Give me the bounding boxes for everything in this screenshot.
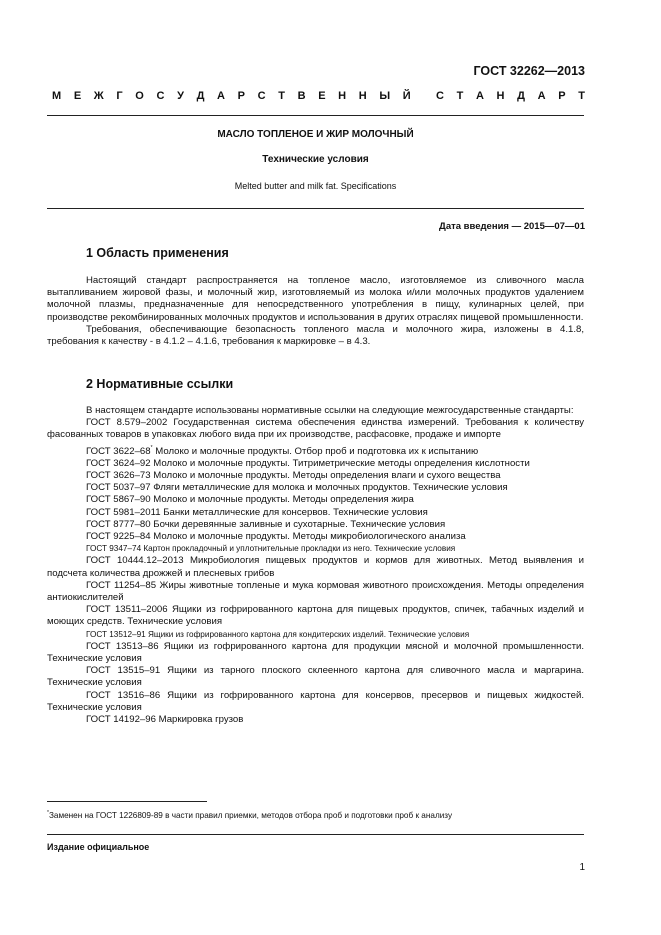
banner-letter: Т: [278, 90, 285, 102]
reference-item: ГОСТ 13515–91 Ящики из тарного плоского склеенного картона для сливочного масла и маргарина. Технические условия: [47, 665, 584, 689]
footnote-mark: *: [47, 810, 49, 816]
page-number: 1: [579, 862, 585, 873]
banner-letter: Н: [358, 90, 367, 102]
banner-letter: Т: [456, 90, 464, 102]
banner-letter: Е: [73, 90, 82, 102]
banner-letter: Ы: [379, 90, 391, 102]
reference-item: ГОСТ 11254–85 Жиры животные топленые и мука кормовая животного происхождения. Методы определения антиокислителей: [47, 579, 584, 604]
banner-letter: В: [297, 90, 306, 102]
banner-letter: Т: [578, 90, 585, 102]
banner-letter: С: [156, 90, 165, 102]
banner-letter: С: [257, 90, 266, 102]
paragraph: Требования, обеспечивающие безопасность топленого масла и молочного жира, изложены в 4.1.8, требования к качеству - в 4.1.2 – 4.1.6, требования к маркировке – в 4.3.: [47, 323, 584, 348]
reference-item: ГОСТ 9347–74 Картон прокладочный и уплотнительные прокладки из него. Технические условия: [86, 544, 456, 554]
banner-letter: А: [475, 90, 484, 102]
reference-item: ГОСТ 3624–92 Молоко и молочные продукты. Титриметрические методы определения кислотности: [86, 457, 530, 469]
banner-letter: Р: [237, 90, 245, 102]
title-rule: [47, 208, 584, 209]
header-rule: [47, 115, 584, 116]
reference-item: ГОСТ 5981–2011 Банки металлические для консервов. Технические условия: [86, 506, 428, 518]
reference-item: ГОСТ 8777–80 Бочки деревянные заливные и сухотарные. Технические условия: [86, 518, 446, 530]
section-1-body: [47, 275, 584, 348]
edition-label: Издание официальное: [47, 842, 150, 852]
paragraph: В настоящем стандарте использованы нормативные ссылки на следующие межгосударственные стандарты:: [86, 405, 574, 416]
reference-item: ГОСТ 10444.12–2013 Микробиология пищевых продуктов и кормов для животных. Метод выявления и подсчета количества дрожжей и плесневых грибов: [47, 555, 584, 579]
introduction-date: Дата введения — 2015—07—01: [439, 221, 585, 232]
reference-title: Молоко и молочные продукты. Отбор проб и подготовка их к испытанию: [155, 445, 479, 457]
reference-item: ГОСТ 8.579–2002 Государственная система обеспечения единства измерений. Требования к количеству фасованных товаров в упаковках любого вида при их производстве, расфасовке, продаже и импорте: [47, 417, 584, 441]
banner-letter: Й: [402, 90, 411, 102]
banner-letter: А: [537, 90, 546, 102]
footer-rule: [47, 834, 584, 835]
reference-item: ГОСТ 5037–97 Фляги металлические для молока и молочных продуктов. Технические условия: [86, 482, 508, 494]
document-subtitle: Технические условия: [262, 154, 369, 165]
banner-letter: Д: [196, 90, 205, 102]
footnote-rule: [47, 801, 207, 802]
gost-number: ГОСТ 32262—2013: [473, 64, 585, 78]
banner-letter: А: [217, 90, 225, 102]
document-title-english: Melted butter and milk fat. Specifications: [234, 181, 397, 191]
reference-item: ГОСТ 13511–2006 Ящики из гофрированного картона для пищевых продуктов, спичек, табачных изделий и моющих средств. Технические условия: [47, 604, 584, 628]
banner-letter: Н: [496, 90, 505, 102]
document-title: МАСЛО ТОПЛЕНОЕ И ЖИР МОЛОЧНЫЙ: [217, 129, 414, 140]
banner-letter: У: [177, 90, 184, 102]
banner-letter: Ж: [93, 90, 104, 102]
banner-letter: С: [435, 90, 444, 102]
banner-letter: О: [135, 90, 144, 102]
standard-type-banner: [52, 90, 585, 102]
reference-item: ГОСТ 13512–91 Ящики из гофрированного картона для кондитерских изделий. Технические условия: [86, 629, 470, 639]
footnote: [47, 810, 452, 820]
banner-letter: Н: [338, 90, 347, 102]
reference-item: ГОСТ 14192–96 Маркировка грузов: [86, 714, 244, 726]
section-2-heading: 2 Нормативные ссылки: [86, 377, 234, 391]
reference-code: ГОСТ 3622–68: [86, 445, 151, 457]
reference-item: ГОСТ 9225–84 Молоко и молочные продукты. Методы микробиологического анализа: [86, 531, 466, 543]
reference-item: ГОСТ 13513–86 Ящики из гофрированного картона для продукции мясной и молочной промышленности. Технические условия: [47, 640, 584, 665]
banner-letter: Р: [558, 90, 566, 102]
banner-letter: Г: [116, 90, 123, 102]
reference-item: ГОСТ 3626–73 Молоко и молочные продукты. Методы определения влаги и сухого вещества: [86, 470, 501, 482]
reference-item: [47, 442, 584, 458]
paragraph: Настоящий стандарт распространяется на топленое масло, изготовляемое из сливочного масла вытапливанием жировой фазы, и молочный жир, изготовляемый из молока и/или молочных продуктов удалением молочной плазмы, предназначенные для непосредственного употребления в пищу, кулинарных целей, при производстве рекомбинированных молочных продуктов и использования в других отраслях пищевой промышленности.: [47, 275, 584, 323]
reference-item: ГОСТ 13516–86 Ящики из гофрированного картона для консервов, пресервов и пищевых жидкостей. Технические условия: [47, 689, 584, 713]
footnote-text: Заменен на ГОСТ 1226809-89 в части правил приемки, методов отбора проб и подготовки проб к анализу: [48, 811, 453, 820]
section-1-heading: 1 Область применения: [86, 246, 229, 260]
reference-item: ГОСТ 5867–90 Молоко и молочные продукты. Методы определения жира: [86, 494, 414, 506]
banner-letter: М: [52, 90, 62, 102]
banner-letter: Д: [517, 90, 525, 102]
banner-letter: Е: [318, 90, 326, 102]
section-2-body: [47, 405, 584, 726]
footnote-marker: *: [150, 444, 153, 451]
